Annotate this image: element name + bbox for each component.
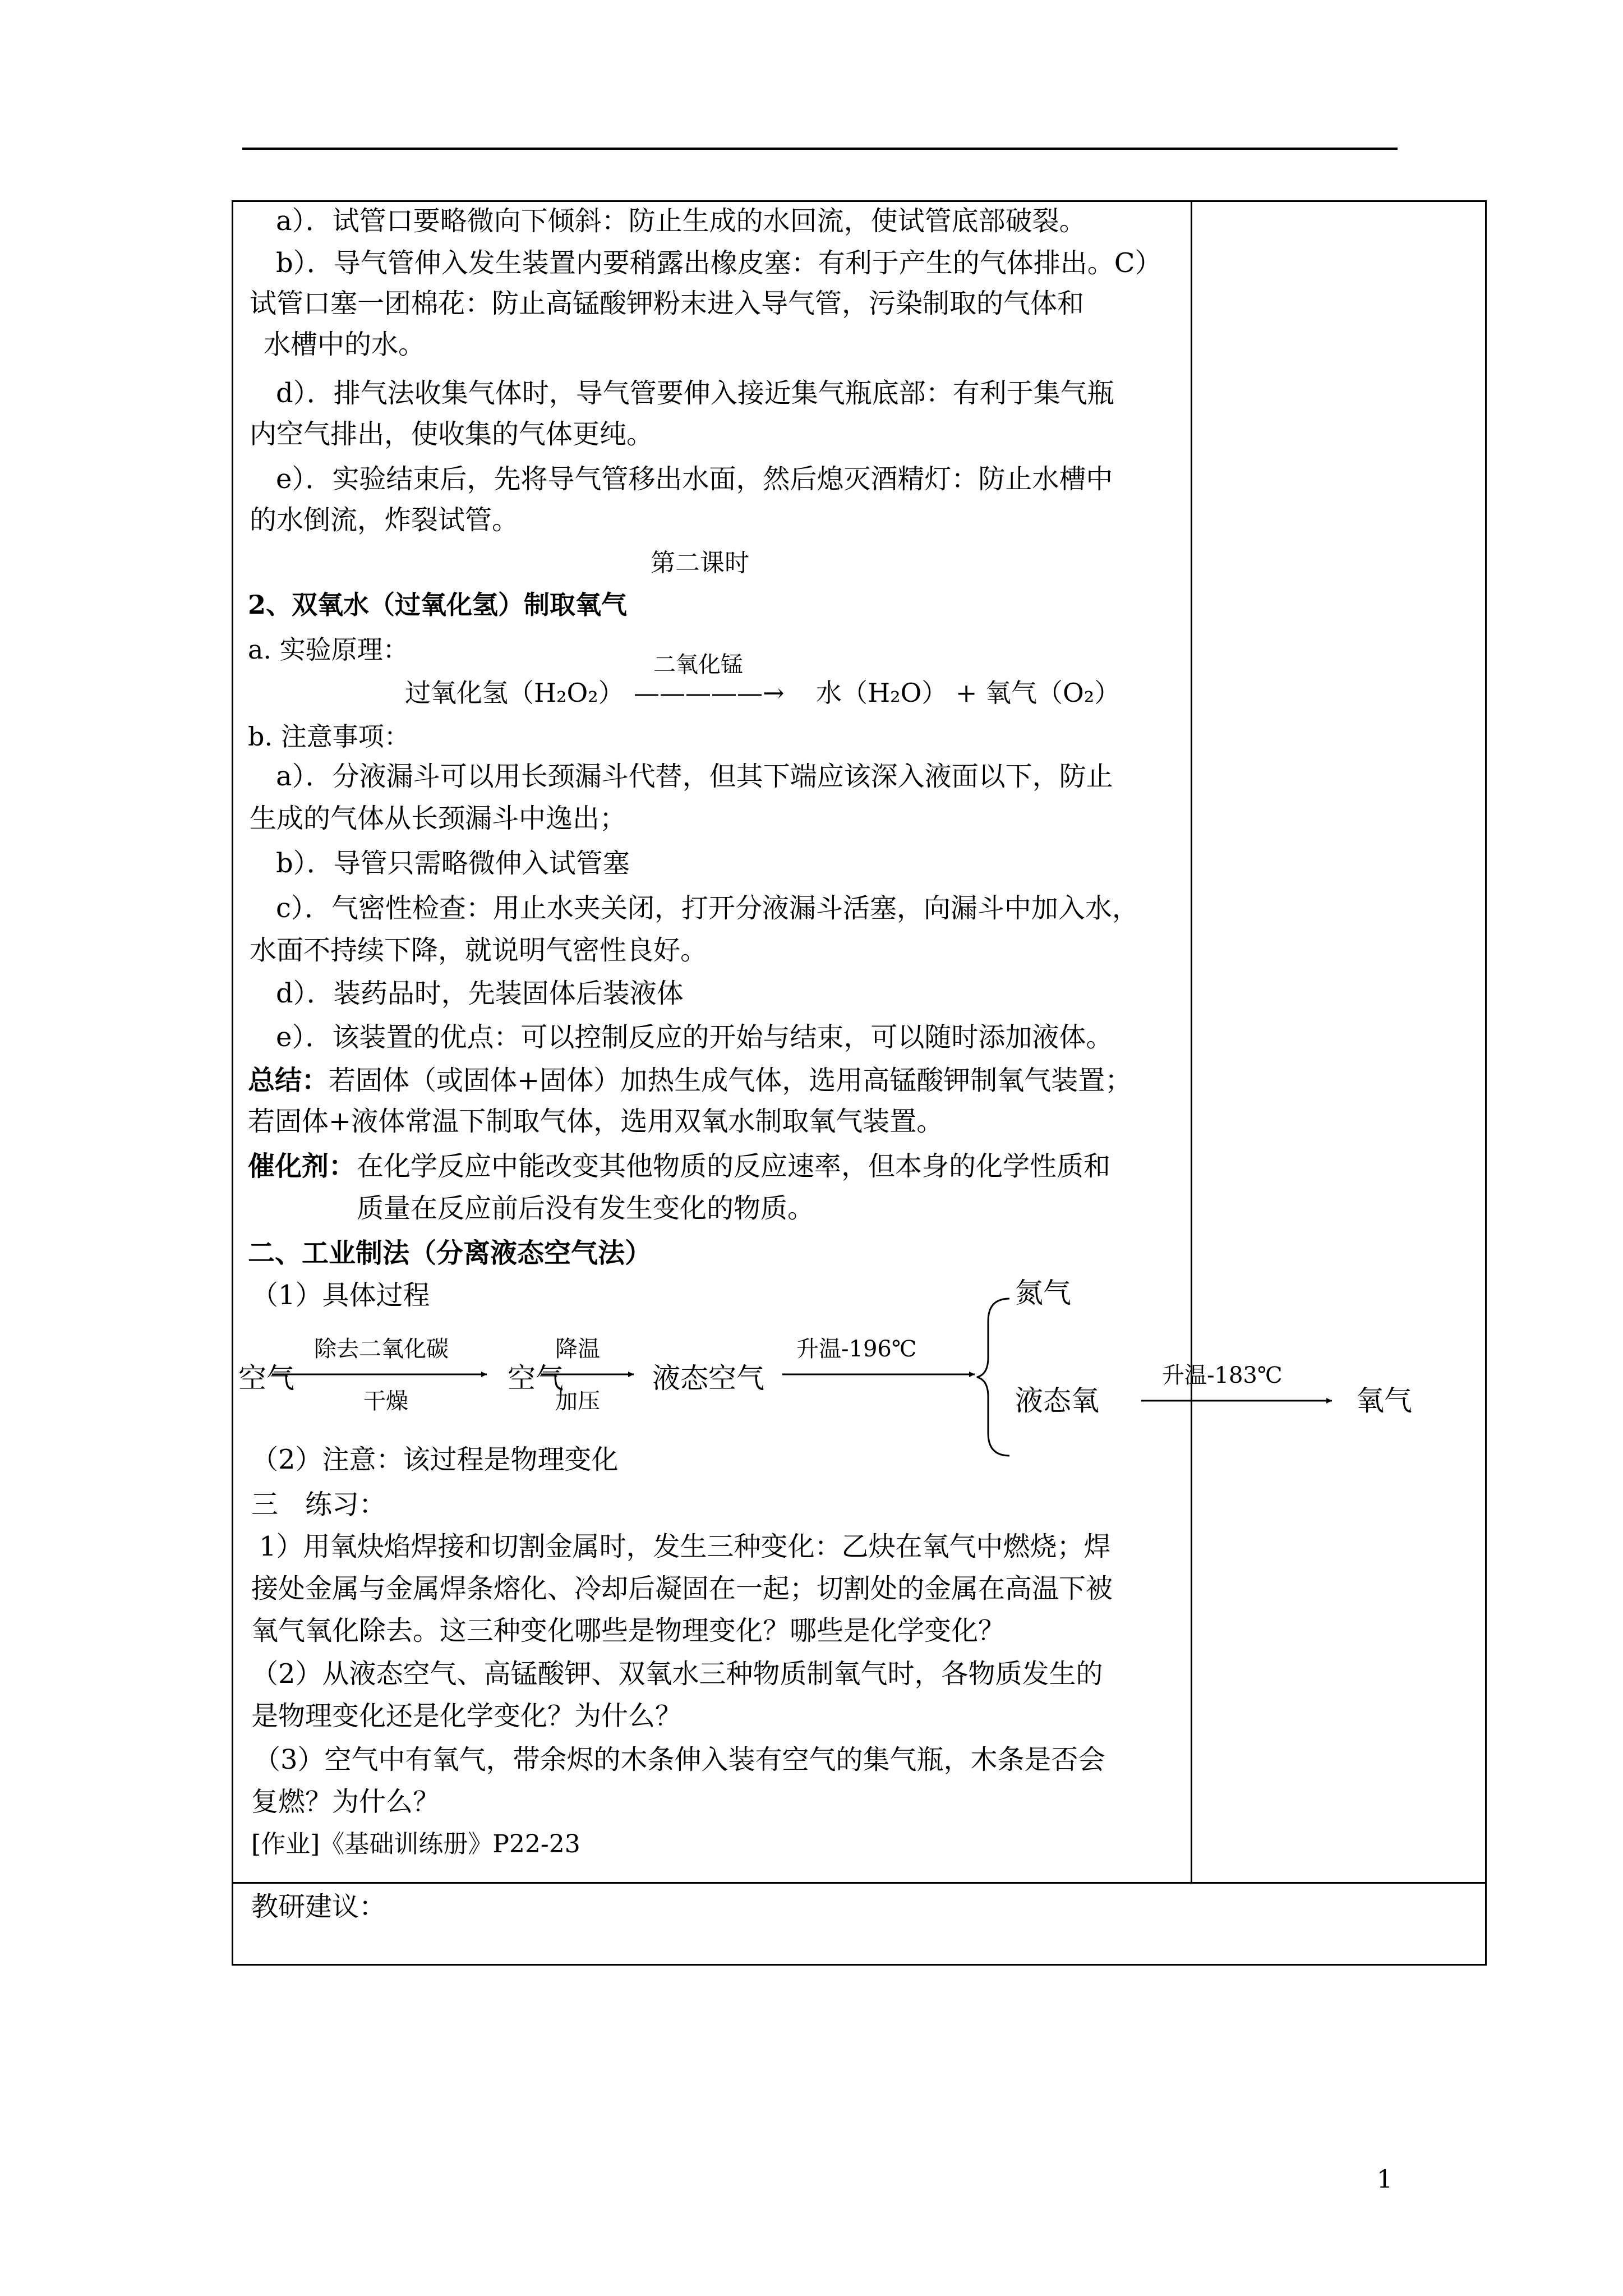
question-1-line-1: 1）用氧炔焰焊接和切割金属时，发生三种变化：乙炔在氧气中燃烧；焊 <box>259 1531 1111 1562</box>
summary-label: 总结： <box>248 1065 329 1096</box>
note-b-line: b）．导气管伸入发生装置内要稍露出橡皮塞：有利于产生的气体排出。C） <box>276 247 1162 279</box>
flow-air-1: 空气 <box>238 1362 294 1395</box>
flow-step4: 升温-183℃ <box>1162 1363 1283 1388</box>
precaution-b-line: b）．导管只需略微伸入试管塞 <box>276 848 630 879</box>
equation-reactant: 过氧化氢（H₂O₂） <box>405 678 624 708</box>
note-a-line: a）．试管口要略微向下倾斜：防止生成的水回流，使试管底部破裂。 <box>276 205 1086 237</box>
precaution-c-line-1: c）．气密性检查：用止水夹关闭，打开分液漏斗活塞，向漏斗中加入水， <box>276 892 1139 924</box>
note-c-line-1: 试管口塞一团棉花：防止高锰酸钾粉末进入导气管，污染制取的气体和 <box>250 288 1085 319</box>
summary-line-2: 若固体+液体常温下制取气体，选用双氧水制取氧气装置。 <box>248 1106 944 1137</box>
precaution-c-line-2: 水面不持续下降，就说明气密性良好。 <box>250 935 708 966</box>
lesson-title: 第二课时 <box>651 549 749 577</box>
flow-step1-top: 除去二氧化碳 <box>314 1336 449 1362</box>
flow-air-2: 空气 <box>508 1362 564 1395</box>
teaching-suggestion-label: 教研建议： <box>251 1891 386 1922</box>
question-2-line-1: （2）从液态空气、高锰酸钾、双氧水三种物质制氧气时，各物质发生的 <box>251 1658 1103 1690</box>
note-e-line-2: 的水倒流，炸裂试管。 <box>250 504 519 536</box>
question-1-line-2: 接处金属与金属焊条熔化、冷却后凝固在一起；切割处的金属在高温下被 <box>251 1573 1113 1604</box>
process-note: （2）注意：该过程是物理变化 <box>251 1444 619 1475</box>
page-number: 1 <box>1377 2165 1393 2194</box>
section-heading-industrial: 二、工业制法（分离液态空气法） <box>248 1237 652 1269</box>
catalyst-definition-line-2: 质量在反应前后没有发生变化的物质。 <box>357 1193 815 1224</box>
process-label: （1）具体过程 <box>251 1280 430 1311</box>
homework-line: [作业]《基础训练册》P22-23 <box>251 1830 580 1858</box>
flow-liquid-air: 液态空气 <box>652 1362 764 1395</box>
catalyst-label: 二氧化锰 <box>653 652 743 678</box>
question-1-line-3: 氧气氧化除去。这三种变化哪些是物理变化？哪些是化学变化？ <box>251 1615 1006 1646</box>
section-heading-h2o2: 2、双氧水（过氧化氢）制取氧气 <box>248 590 628 620</box>
catalyst-definition-label: 催化剂： <box>248 1151 356 1182</box>
flow-liquid-oxygen: 液态氧 <box>1015 1384 1099 1417</box>
flow-step3: 升温-196℃ <box>796 1336 917 1362</box>
question-2-line-2: 是物理变化还是化学变化？为什么？ <box>251 1700 683 1732</box>
precaution-a-line-1: a）．分液漏斗可以用长颈漏斗代替，但其下端应该深入液面以下，防止 <box>276 761 1113 792</box>
note-d-line-1: d）．排气法收集气体时，导气管要伸入接近集气瓶底部：有利于集气瓶 <box>276 378 1114 409</box>
catalyst-definition-line-1: 在化学反应中能改变其他物质的反应速率，但本身的化学性质和 <box>357 1151 1111 1182</box>
equation-products: 水（H₂O） + 氧气（O₂） <box>816 678 1121 708</box>
flow-step1-bottom: 干燥 <box>363 1388 408 1414</box>
equation-arrow: —————→ <box>634 678 785 708</box>
note-d-line-2: 内空气排出，使收集的气体更纯。 <box>250 418 654 450</box>
summary-line-1: 若固体（或固体+固体）加热生成气体，选用高锰酸钾制氧气装置； <box>329 1065 1132 1096</box>
principle-label: a. 实验原理： <box>248 634 409 665</box>
precaution-e-line: e）．该装置的优点：可以控制反应的开始与结束，可以随时添加液体。 <box>276 1022 1113 1053</box>
flow-step2-top: 降温 <box>555 1336 600 1362</box>
precautions-label: b. 注意事项： <box>248 721 410 752</box>
flow-oxygen: 氧气 <box>1356 1384 1412 1417</box>
note-e-line-1: e）．实验结束后，先将导气管移出水面，然后熄灭酒精灯：防止水槽中 <box>276 463 1113 495</box>
question-3-line-2: 复燃？为什么？ <box>251 1786 440 1818</box>
flow-nitrogen: 氮气 <box>1015 1277 1071 1309</box>
exercise-title: 三 练习： <box>251 1489 386 1520</box>
precaution-a-line-2: 生成的气体从长颈漏斗中逸出； <box>250 803 627 834</box>
flow-brace <box>977 1299 1009 1456</box>
flow-step2-bottom: 加压 <box>555 1388 600 1414</box>
question-3-line-1: （3）空气中有氧气，带余烬的木条伸入装有空气的集气瓶，木条是否会 <box>253 1744 1105 1775</box>
precaution-d-line: d）．装药品时，先装固体后装液体 <box>276 978 684 1009</box>
note-c-line-2: 水槽中的水。 <box>264 329 426 360</box>
